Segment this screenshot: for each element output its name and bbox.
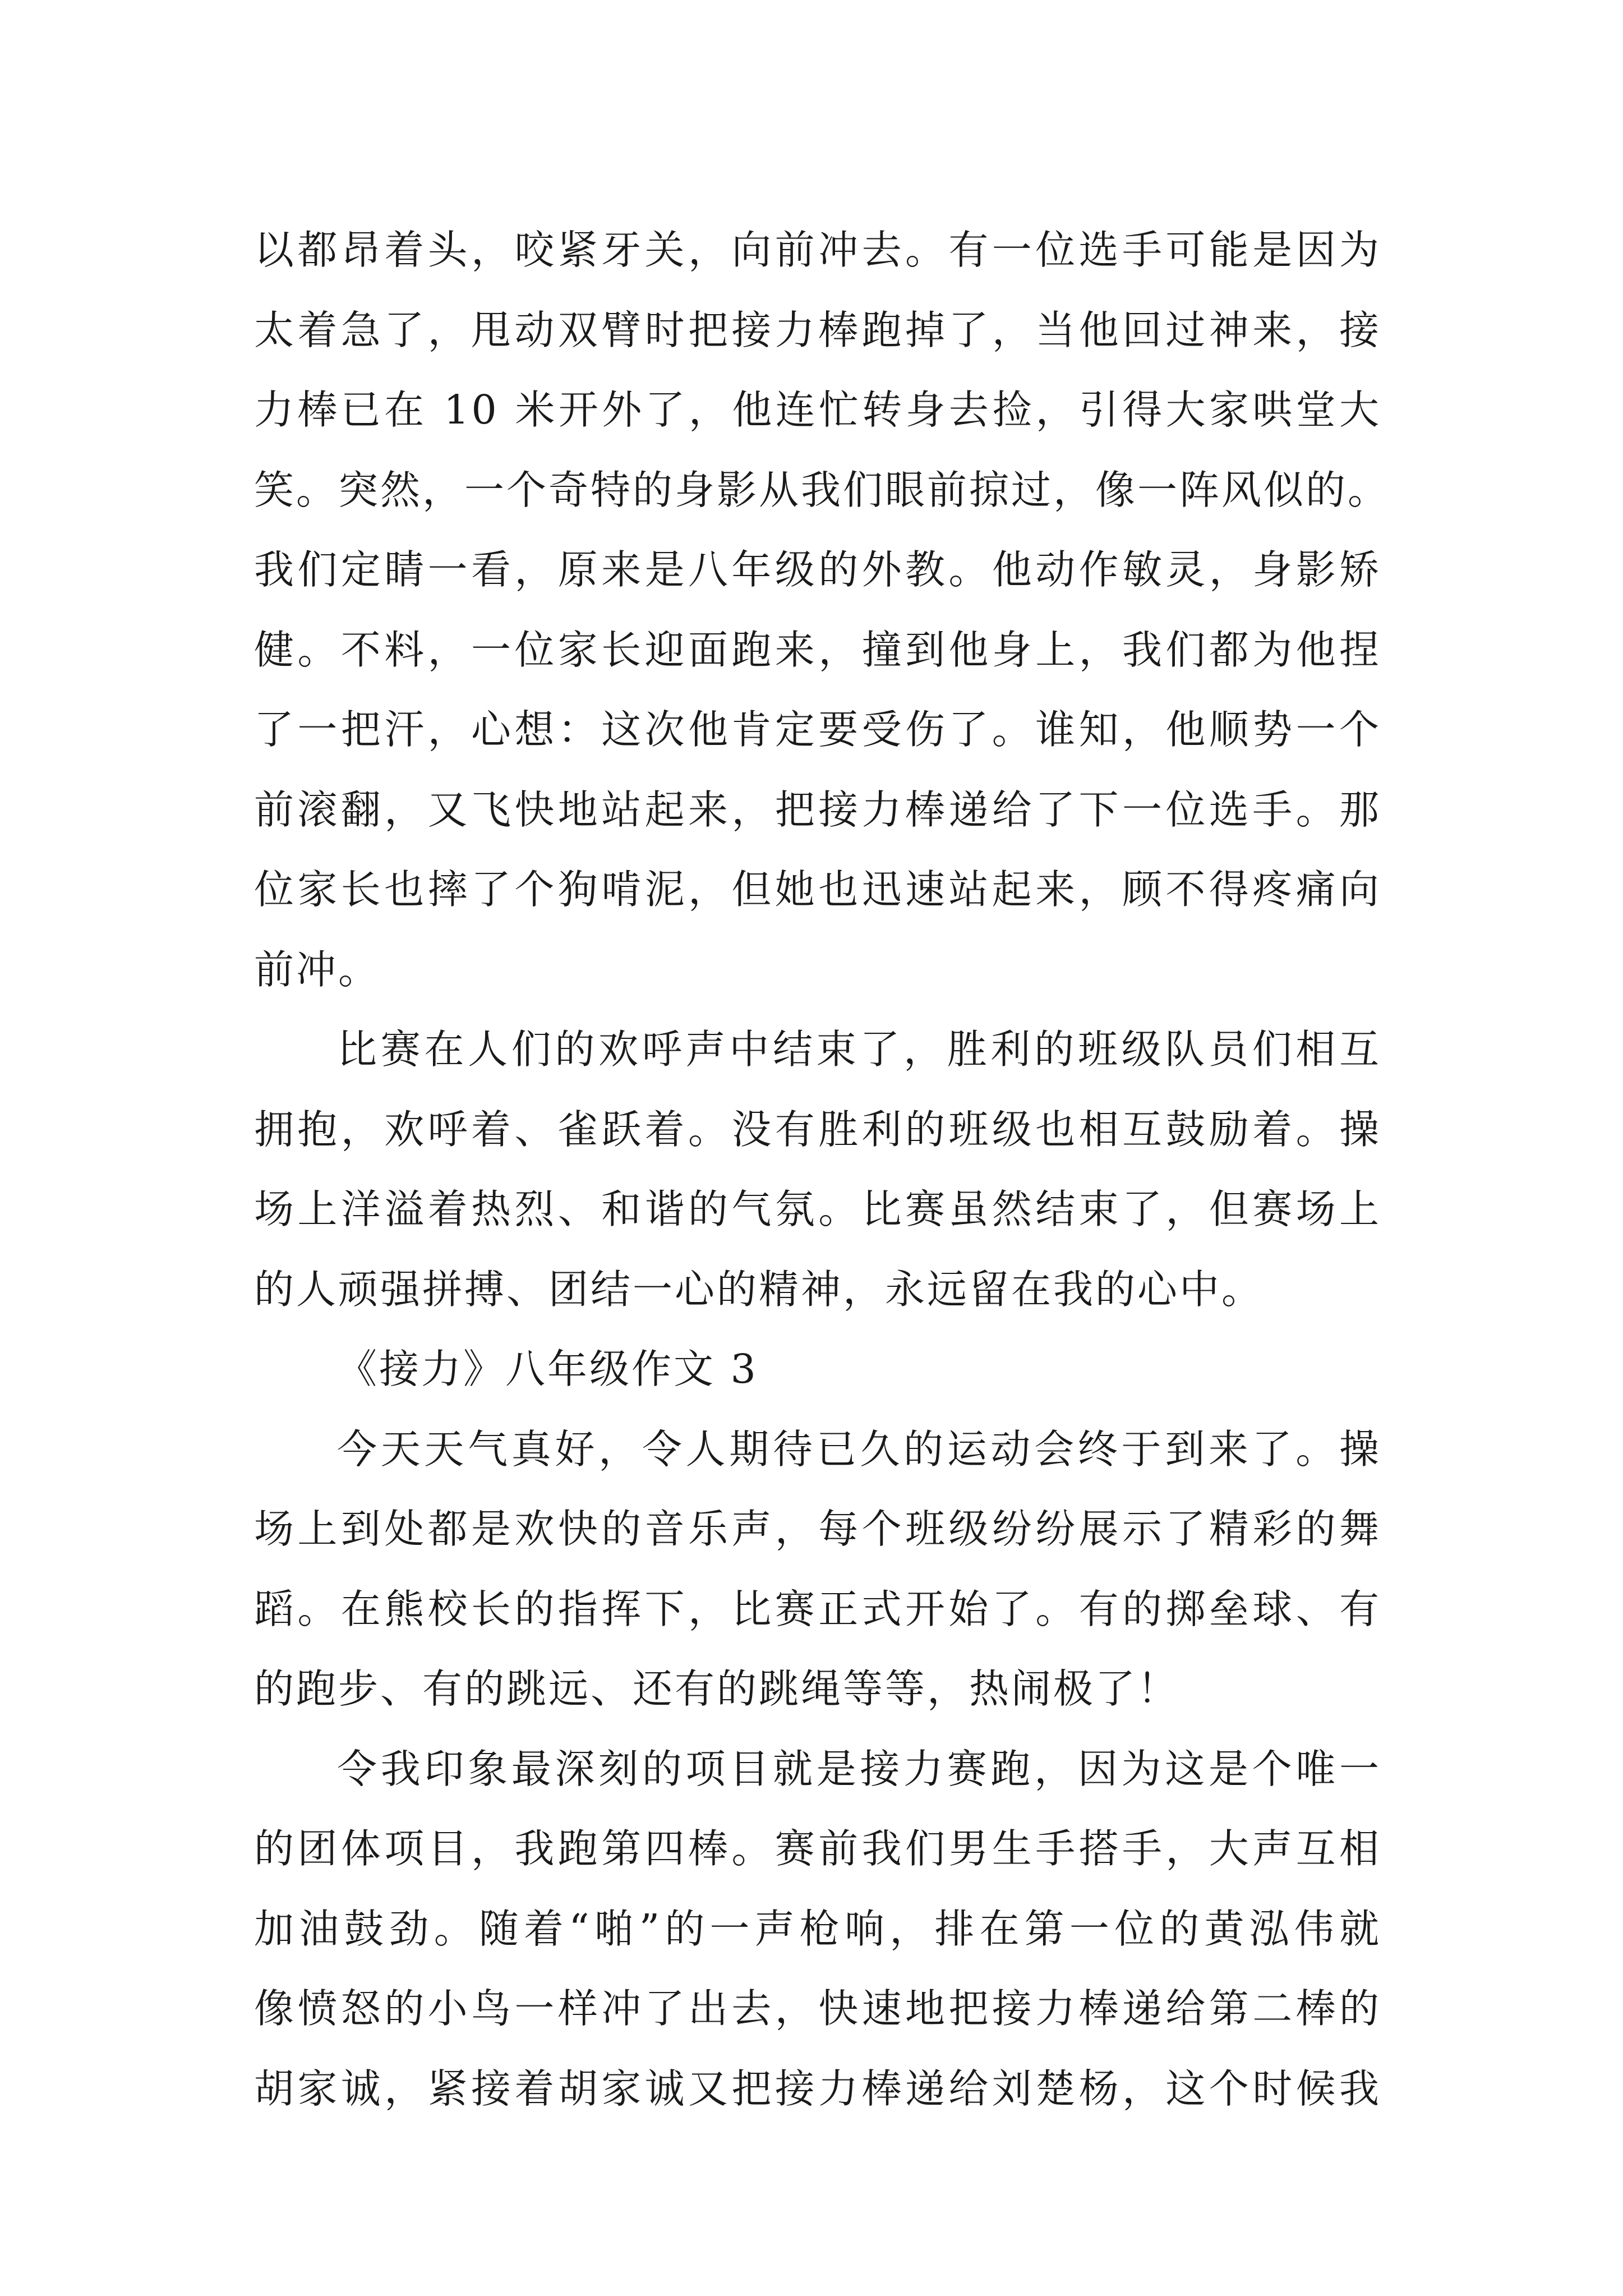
text-line: 健。不料，一位家长迎面跑来，撞到他身上，我们都为他捏 (254, 626, 1381, 673)
text-line: 蹈。在熊校长的指挥下，比赛正式开始了。有的掷垒球、有 (254, 1585, 1381, 1632)
text-line: 以都昂着头，咬紧牙关，向前冲去。有一位选手可能是因为 (254, 227, 1381, 273)
paragraph (254, 210, 1390, 1010)
text-line: 的跑步、有的跳远、还有的跳绳等等，热闹极了！ (254, 1665, 1180, 1712)
text-line: 令我印象最深刻的项目就是接力赛跑，因为这是个唯一 (337, 1745, 1381, 1792)
section-heading (254, 1329, 1381, 1410)
text-line: 像愤怒的小鸟一样冲了出去，快速地把接力棒递给第二棒的 (254, 1985, 1381, 2032)
text-line: 前冲。 (254, 946, 381, 993)
text-line: 加油鼓劲。随着“啪”的一声枪响，排在第一位的黄泓伟就 (254, 1905, 1381, 1952)
text-line: 笑。突然，一个奇特的身影从我们眼前掠过，像一阵风似的。 (254, 466, 1390, 513)
text-line: 今天天气真好，令人期待已久的运动会终于到来了。操 (337, 1425, 1381, 1473)
text-line: 胡家诚，紧接着胡家诚又把接力棒递给刘楚杨，这个时候我 (254, 2065, 1381, 2112)
paragraph (254, 1410, 1381, 1729)
text-line: 拥抱，欢呼着、雀跃着。没有胜利的班级也相互鼓励着。操 (254, 1106, 1381, 1153)
heading-text: 《接力》八年级作文 3 (337, 1346, 758, 1392)
text-line: 场上洋溢着热烈、和谐的气氛。比赛虽然结束了，但赛场上 (254, 1186, 1381, 1232)
text-line: 比赛在人们的欢呼声中结束了，胜利的班级队员们相互 (337, 1026, 1381, 1073)
text-line: 我们定睛一看，原来是八年级的外教。他动作敏灵，身影矫 (254, 546, 1381, 593)
body-text (254, 210, 1390, 2129)
text-line: 太着急了，甩动双臂时把接力棒跑掉了，当他回过神来，接 (254, 306, 1381, 353)
text-line: 前滚翻，又飞快地站起来，把接力棒递给了下一位选手。那 (254, 786, 1381, 833)
text-line: 场上到处都是欢快的音乐声，每个班级纷纷展示了精彩的舞 (254, 1506, 1381, 1552)
paragraph (254, 1010, 1381, 1329)
text-line: 的人顽强拼搏、团结一心的精神，永远留在我的心中。 (254, 1266, 1264, 1313)
text-line: 的团体项目，我跑第四棒。赛前我们男生手搭手，大声互相 (254, 1825, 1381, 1872)
text-line: 了一把汗，心想：这次他肯定要受伤了。谁知，他顺势一个 (254, 706, 1381, 753)
text-line: 位家长也摔了个狗啃泥，但她也迅速站起来，顾不得疼痛向 (254, 866, 1381, 913)
text-line: 力棒已在 10 米开外了，他连忙转身去捡，引得大家哄堂大 (254, 386, 1381, 433)
paragraph (254, 1729, 1381, 2129)
